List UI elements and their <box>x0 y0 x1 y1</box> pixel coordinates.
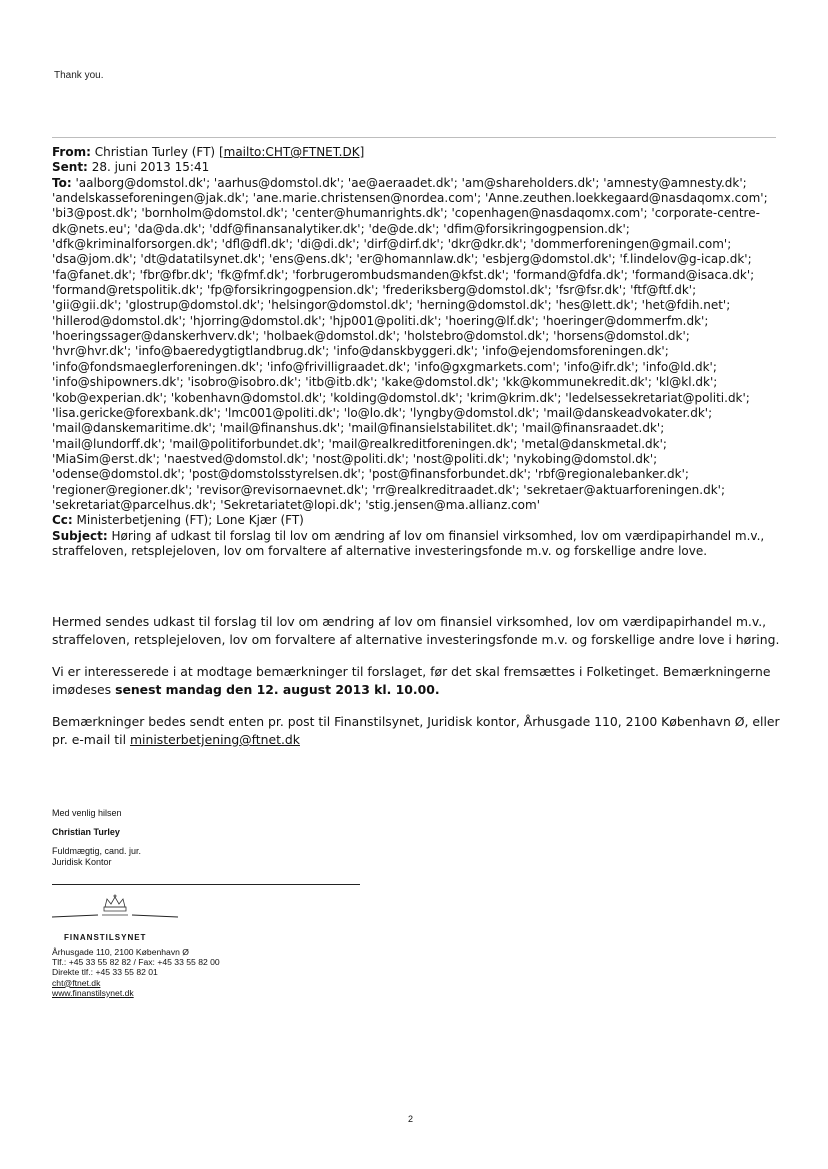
signature-department: Juridisk Kontor <box>52 857 112 867</box>
to-line: 'gii@gii.dk'; 'glostrup@domstol.dk'; 'helsingor@domstol.dk'; 'herning@domstol.dk'; 'hes@lett.dk'; 'het@fdih.net'; <box>52 298 731 313</box>
logo-wordmark: FINANSTILSYNET <box>64 933 147 942</box>
to-line: 'hvr@hvr.dk'; 'info@baeredygtigtlandbrug.dk'; 'info@danskbyggeri.dk'; 'info@ejendomsforeningen.dk'; <box>52 344 669 359</box>
subject-value: Høring af udkast til forslag til lov om ændring af lov om finansiel virksomhed, lov om værdipapirhandel m.v., straffeloven, retsplejeloven, lov om forvaltere af alternative investeringsfonde m.v. og forskellige andre love. <box>52 528 765 558</box>
to-line: 'mail@danskemaritime.dk'; 'mail@finanshus.dk'; 'mail@finansielstabilitet.dk'; 'mail@finansraadet.dk'; <box>52 421 665 436</box>
to-label: To: <box>52 175 72 190</box>
contact-block <box>52 947 220 998</box>
to-line: 'formand@retspolitik.dk'; 'fp@forsikringogpension.dk'; 'frederiksberg@domstol.dk'; 'fsr@fsr.dk'; 'ftf@ftf.dk'; <box>52 283 697 298</box>
cc-label: Cc: <box>52 513 73 528</box>
to-line: 'bi3@post.dk'; 'bornholm@domstol.dk'; 'center@humanrights.dk'; 'copenhagen@nasdaqomx.com'; 'corporate-centre- <box>52 206 760 221</box>
to-line: 'fa@fanet.dk'; 'fbr@fbr.dk'; 'fk@fmf.dk'; 'forbrugerombudsmanden@kfst.dk'; 'formand@fdfa.dk'; 'formand@isaca.dk'; <box>52 267 755 282</box>
to-line: 'hillerod@domstol.dk'; 'hjorring@domstol.dk'; 'hjp001@politi.dk'; 'hoering@lf.dk'; 'hoeringer@dommerfm.dk'; <box>52 313 709 328</box>
cc-row <box>52 513 780 528</box>
to-row <box>52 176 780 514</box>
ministerbetjening-email-link[interactable]: ministerbetjening@ftnet.dk <box>129 732 300 747</box>
body-paragraph-3 <box>52 713 780 749</box>
page-number: 2 <box>408 1114 414 1124</box>
email-body <box>52 613 780 763</box>
body-paragraph-2-text: Vi er interesserede i at modtage bemærkninger til forslaget, før det skal fremsættes i Folketinget. Bemærkningerne imødeses <box>52 664 771 697</box>
body-paragraph-3-text: Bemærkninger bedes sendt enten pr. post til Finanstilsynet, Juridisk kontor, Århusgade 110, 2100 København Ø, eller pr. e-mail til <box>52 714 780 747</box>
sent-row <box>52 160 780 175</box>
to-line: 'mail@lundorff.dk'; 'mail@politiforbundet.dk'; 'mail@realkreditforeningen.dk'; 'metal@danskmetal.dk'; <box>52 436 667 451</box>
signature-greeting: Med venlig hilsen <box>52 808 122 818</box>
from-value: Christian Turley (FT) <box>94 145 216 159</box>
sent-value: 28. juni 2013 15:41 <box>91 160 210 175</box>
finanstilsynet-crown-logo <box>50 893 180 933</box>
from-label: From: <box>52 145 91 159</box>
to-recipient-list <box>52 176 780 514</box>
to-line: 'andelskasseforeningen@jak.dk'; 'ane.marie.christensen@nordea.com'; 'Anne.zeuthen.loekkegaard@nasdaqomx.com'; <box>52 191 768 206</box>
to-line: 'info@fondsmaeglerforeningen.dk'; 'info@frivilligraadet.dk'; 'info@gxgmarkets.com'; 'info@ifr.dk'; 'info@ld.dk'; <box>52 359 717 374</box>
website-link[interactable]: www.finanstilsynet.dk <box>52 987 134 998</box>
to-line: dk@nets.eu'; 'da@da.dk'; 'ddf@finansanalytiker.dk'; 'de@de.dk'; 'dfim@forsikringogpension.dk'; <box>52 221 630 236</box>
to-line: 'kob@experian.dk'; 'kobenhavn@domstol.dk'; 'kolding@domstol.dk'; 'krim@krim.dk'; 'ledelsessekretariat@politi.dk'; <box>52 390 750 405</box>
to-line <box>52 176 780 191</box>
to-recipients: 'aalborg@domstol.dk'; 'aarhus@domstol.dk'; 'ae@aeraadet.dk'; 'am@shareholders.dk'; 'amnesty@amnesty.dk'; <box>75 175 747 190</box>
signature-block <box>52 808 141 868</box>
phone-fax-line: Tlf.: +45 33 55 82 82 / Fax: +45 33 55 82 00 <box>52 957 220 968</box>
to-line: 'info@shipowners.dk'; 'isobro@isobro.dk'; 'itb@itb.dk'; 'kake@domstol.dk'; 'kk@kommunekredit.dk'; 'kl@kl.dk'; <box>52 375 718 390</box>
intro-text: Thank you. <box>54 70 104 81</box>
subject-label: Subject: <box>52 528 108 543</box>
body-paragraph-1: Hermed sendes udkast til forslag til lov om ændring af lov om finansiel virksomhed, lov om værdipapirhandel m.v., straffeloven, retsplejeloven, lov om forvaltere af alternative investeringsfonde m.v. og forskellige andre love i høring. <box>52 614 780 647</box>
signature-name: Christian Turley <box>52 827 120 837</box>
to-line: 'sekretariat@parcelhus.dk'; 'Sekretariatet@lopi.dk'; 'stig.jensen@ma.allianz.com' <box>52 497 541 512</box>
from-row <box>52 145 780 160</box>
to-line: 'dsa@jom.dk'; 'dt@datatilsynet.dk'; 'ens@ens.dk'; 'er@homannlaw.dk'; 'esbjerg@domstol.dk'; 'f.lindelov@g-icap.dk'; <box>52 252 752 267</box>
to-line: 'MiaSim@erst.dk'; 'naestved@domstol.dk'; 'nost@politi.dk'; 'nost@politi.dk'; 'nykobing@domstol.dk'; <box>52 451 658 466</box>
sent-label: Sent: <box>52 160 88 175</box>
address-line: Århusgade 110, 2100 København Ø <box>52 947 189 957</box>
from-mailto-link[interactable]: [mailto:CHT@FTNET.DK] <box>218 145 365 159</box>
to-line: 'lisa.gericke@forexbank.dk'; 'lmc001@politi.dk'; 'lo@lo.dk'; 'lyngby@domstol.dk'; 'mail@danskeadvokater.dk'; <box>52 405 713 420</box>
signature-title: Fuldmægtig, cand. jur. <box>52 846 142 856</box>
cc-value: Ministerbetjening (FT); Lone Kjær (FT) <box>76 513 304 528</box>
body-paragraph-2 <box>52 663 780 699</box>
to-line: 'regioner@regioner.dk'; 'revisor@revisornaevnet.dk'; 'rr@realkreditraadet.dk'; 'sekretaer@aktuarforeningen.dk'; <box>52 482 726 497</box>
subject-row <box>52 529 780 560</box>
email-link[interactable]: cht@ftnet.dk <box>52 977 101 988</box>
email-header <box>52 145 780 559</box>
separator-line <box>52 137 776 138</box>
deadline-text: senest mandag den 12. august 2013 kl. 10.00. <box>115 682 440 697</box>
to-line: 'hoeringssager@danskerhverv.dk'; 'holbaek@domstol.dk'; 'holstebro@domstol.dk'; 'horsens@domstol.dk'; <box>52 329 690 344</box>
direct-phone-line: Direkte tlf.: +45 33 55 82 01 <box>52 967 158 978</box>
to-line: 'odense@domstol.dk'; 'post@domstolsstyrelsen.dk'; 'post@finansforbundet.dk'; 'rbf@regionalebanker.dk'; <box>52 467 689 482</box>
signature-divider <box>52 884 360 885</box>
to-line: 'dfk@kriminalforsorgen.dk'; 'dfl@dfl.dk'; 'di@di.dk'; 'dirf@dirf.dk'; 'dkr@dkr.dk'; 'dommerforeningen@gmail.com'; <box>52 237 732 252</box>
